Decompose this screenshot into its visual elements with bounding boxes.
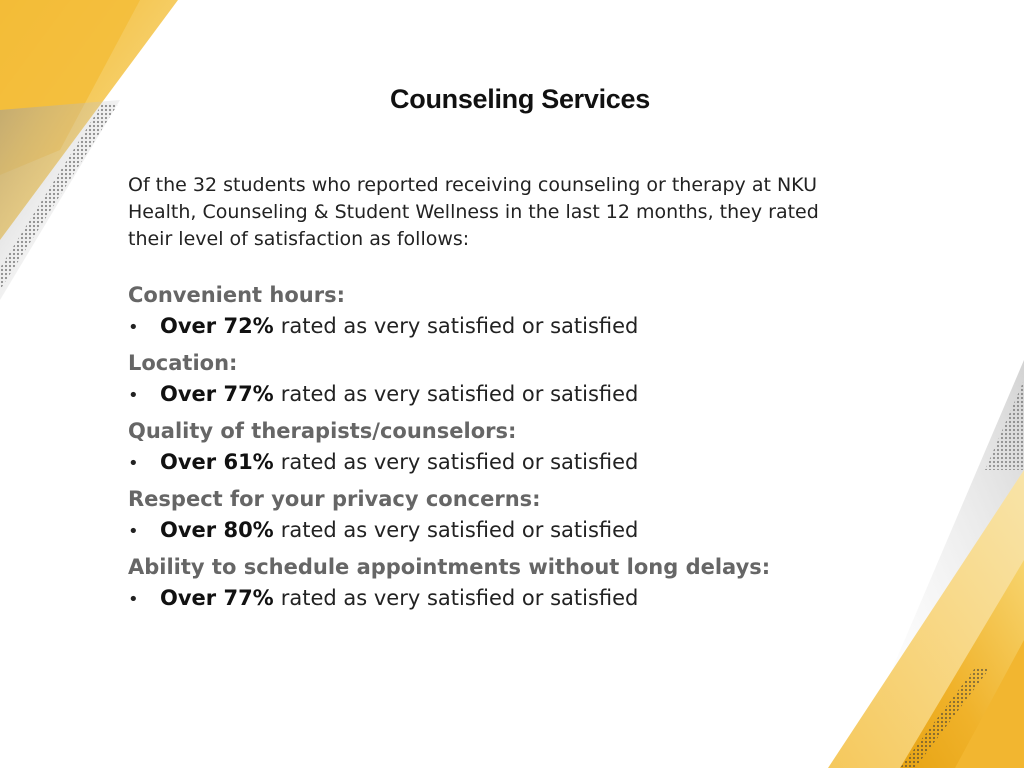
item-percent: Over 80% <box>160 518 274 542</box>
bullet-icon: • <box>128 317 139 338</box>
item-heading: Ability to schedule appointments without long delays: <box>128 555 771 579</box>
item-line <box>128 310 888 344</box>
slide-title: Counseling Services <box>390 84 650 114</box>
item-line <box>128 514 888 548</box>
bullet-icon: • <box>128 453 139 474</box>
satisfaction-list <box>128 280 888 620</box>
decoration-top-left <box>0 0 178 300</box>
item-heading: Respect for your privacy concerns: <box>128 487 541 511</box>
bullet-icon: • <box>128 385 139 406</box>
bullet-icon: • <box>128 521 139 542</box>
list-item <box>128 280 888 344</box>
list-item <box>128 416 888 480</box>
item-line <box>128 446 888 480</box>
intro-paragraph: Of the 32 students who reported receiving counseling or therapy at NKU Health, Counseling & Student Wellness in the last 12 months, they rated their level of satisfaction as follows: <box>128 174 819 250</box>
item-percent: Over 72% <box>160 314 274 338</box>
item-text: rated as very satisfied or satisfied <box>280 518 639 542</box>
item-line <box>128 582 888 616</box>
list-item <box>128 348 888 412</box>
item-heading: Location: <box>128 351 238 375</box>
bullet-icon: • <box>128 589 139 610</box>
item-heading: Convenient hours: <box>128 283 345 307</box>
item-percent: Over 77% <box>160 586 274 610</box>
item-percent: Over 61% <box>160 450 274 474</box>
item-heading: Quality of therapists/counselors: <box>128 419 517 443</box>
item-percent: Over 77% <box>160 382 274 406</box>
list-item <box>128 484 888 548</box>
item-text: rated as very satisfied or satisfied <box>280 382 639 406</box>
item-text: rated as very satisfied or satisfied <box>280 314 639 338</box>
item-text: rated as very satisfied or satisfied <box>280 586 639 610</box>
list-item <box>128 552 888 616</box>
item-text: rated as very satisfied or satisfied <box>280 450 639 474</box>
item-line <box>128 378 888 412</box>
